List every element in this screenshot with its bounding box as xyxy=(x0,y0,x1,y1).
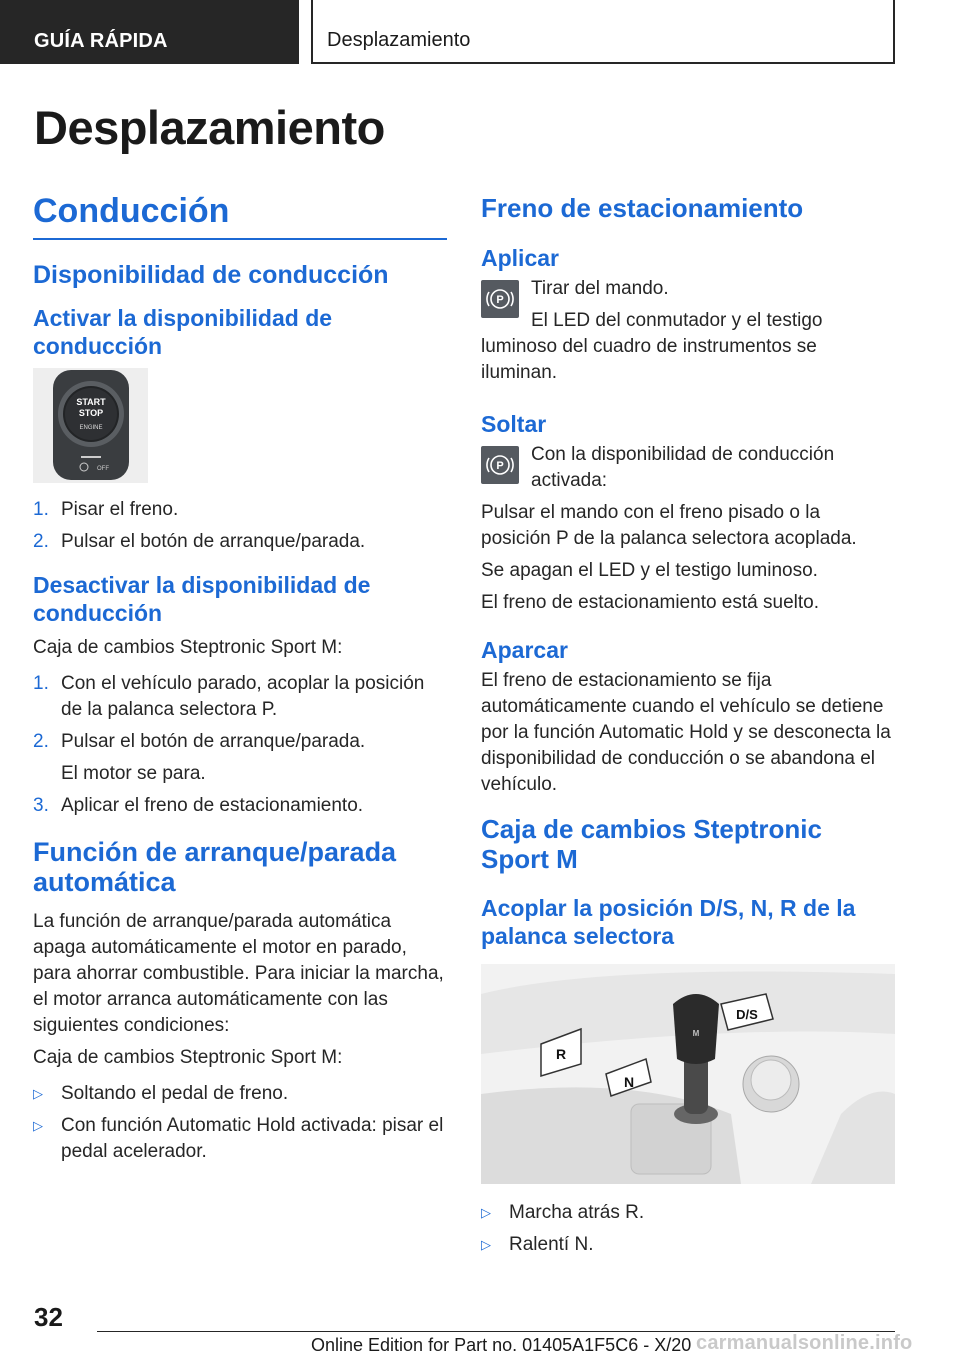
svg-text:P: P xyxy=(496,294,504,306)
off-label: OFF xyxy=(97,466,109,472)
start-stop-button-icon xyxy=(33,368,148,483)
motor-se-para-note: El motor se para. xyxy=(61,763,206,784)
list-item: 3. Aplicar el freno de estacionamiento. xyxy=(33,795,364,816)
list-item: ▷ Ralentí N. xyxy=(481,1232,895,1258)
svg-text:P: P xyxy=(496,460,504,472)
list-item: ▷ Soltando el pedal de freno. xyxy=(33,1081,447,1107)
gear-label-m: M xyxy=(692,1029,700,1038)
soltar-line1: Con la disponibilidad de conducción activada: xyxy=(531,444,835,491)
triangle-bullet-icon: ▷ xyxy=(33,1118,43,1133)
start-label: START xyxy=(76,397,106,407)
right-column xyxy=(481,190,895,1264)
stop-label: STOP xyxy=(78,408,104,418)
header-section-label: GUÍA RÁPIDA xyxy=(34,30,168,52)
heading-aparcar: Aparcar xyxy=(481,637,568,663)
desactivar-steps-list xyxy=(33,671,447,819)
heading-desactivar: Desactivar la disponibilidad de conducción xyxy=(33,572,371,626)
list-item: 2. Pulsar el botón de arranque/parada. xyxy=(33,731,366,752)
list-item: ▷ Con función Automatic Hold activada: pisar el pedal acelerador. xyxy=(33,1113,447,1165)
soltar-p2: Se apagan el LED y el testigo luminoso. xyxy=(481,560,818,581)
gear-bullets xyxy=(481,1200,895,1258)
gear-selector-illustration xyxy=(481,964,895,1184)
list-item: 1. Pisar el freno. xyxy=(33,499,179,520)
heading-soltar: Soltar xyxy=(481,411,547,437)
parking-brake-icon xyxy=(481,280,519,318)
gear-selector-image xyxy=(481,964,895,1184)
left-column xyxy=(33,190,447,1171)
heading-freno: Freno de estacionamiento xyxy=(481,193,804,223)
autostart-body: La función de arranque/parada automática apaga automáticamente el motor en parado, para ahorrar combustible. Para iniciar la marcha, el motor arranca automáticamente con las siguientes condiciones: xyxy=(33,911,444,1036)
triangle-bullet-icon: ▷ xyxy=(481,1205,491,1220)
parking-brake-icon xyxy=(481,446,519,484)
list-item: 2. Pulsar el botón de arranque/parada. xyxy=(33,531,366,552)
engine-label: ENGINE xyxy=(79,425,103,431)
aparcar-body: El freno de estacionamiento se fija automáticamente cuando el vehículo se detiene por la función Automatic Hold y se desconecta la disponibilidad de conducción o se abandona el vehículo. xyxy=(481,670,891,795)
heading-disponibilidad: Disponibilidad de conducción xyxy=(33,261,389,289)
autostart-intro: Caja de cambios Steptronic Sport M: xyxy=(33,1047,343,1068)
page-number: 32 xyxy=(34,1302,63,1332)
start-stop-button-image xyxy=(33,368,148,483)
triangle-bullet-icon: ▷ xyxy=(33,1086,43,1101)
autostart-bullets xyxy=(33,1081,447,1165)
soltar-p3: El freno de estacionamiento está suelto. xyxy=(481,592,819,613)
header-chapter-box xyxy=(311,0,895,64)
aplicar-line2: El LED del conmutador y el testigo luminoso del cuadro de instrumentos se iluminan. xyxy=(481,310,823,383)
gear-label-n: N xyxy=(623,1074,635,1090)
heading-activar: Activar la disponibilidad de conducción xyxy=(33,305,333,359)
heading-aplicar: Aplicar xyxy=(481,245,559,271)
watermark: carmanualsonline.info xyxy=(696,1332,913,1354)
header-chapter-label: Desplazamiento xyxy=(327,29,471,51)
header-section-tab xyxy=(0,0,299,64)
section-title-conduccion: Conducción xyxy=(33,190,447,240)
aplicar-line1: Tirar del mando. xyxy=(531,278,669,299)
list-item: 1. Con el vehículo parado, acoplar la posición de la palanca selectora P. xyxy=(33,673,425,720)
footer-edition: Online Edition for Part no. 01405A1F5C6 - X/20 xyxy=(311,1335,692,1355)
triangle-bullet-icon: ▷ xyxy=(481,1237,491,1252)
gear-label-r: R xyxy=(555,1046,567,1062)
heading-autostart: Función de arranque/parada automática xyxy=(33,837,397,897)
list-item: ▷ Marcha atrás R. xyxy=(481,1200,895,1226)
heading-caja: Caja de cambios Steptronic Sport M xyxy=(481,814,822,874)
soltar-p1: Pulsar el mando con el freno pisado o la posición P de la palanca selectora acoplada. xyxy=(481,502,857,549)
gear-label-ds: D/S xyxy=(736,1007,758,1022)
activar-steps-list xyxy=(33,497,447,555)
desactivar-intro: Caja de cambios Steptronic Sport M: xyxy=(33,637,343,658)
heading-acoplar: Acoplar la posición D/S, N, R de la palanca selectora xyxy=(481,895,856,949)
page-title: Desplazamiento xyxy=(34,101,385,154)
